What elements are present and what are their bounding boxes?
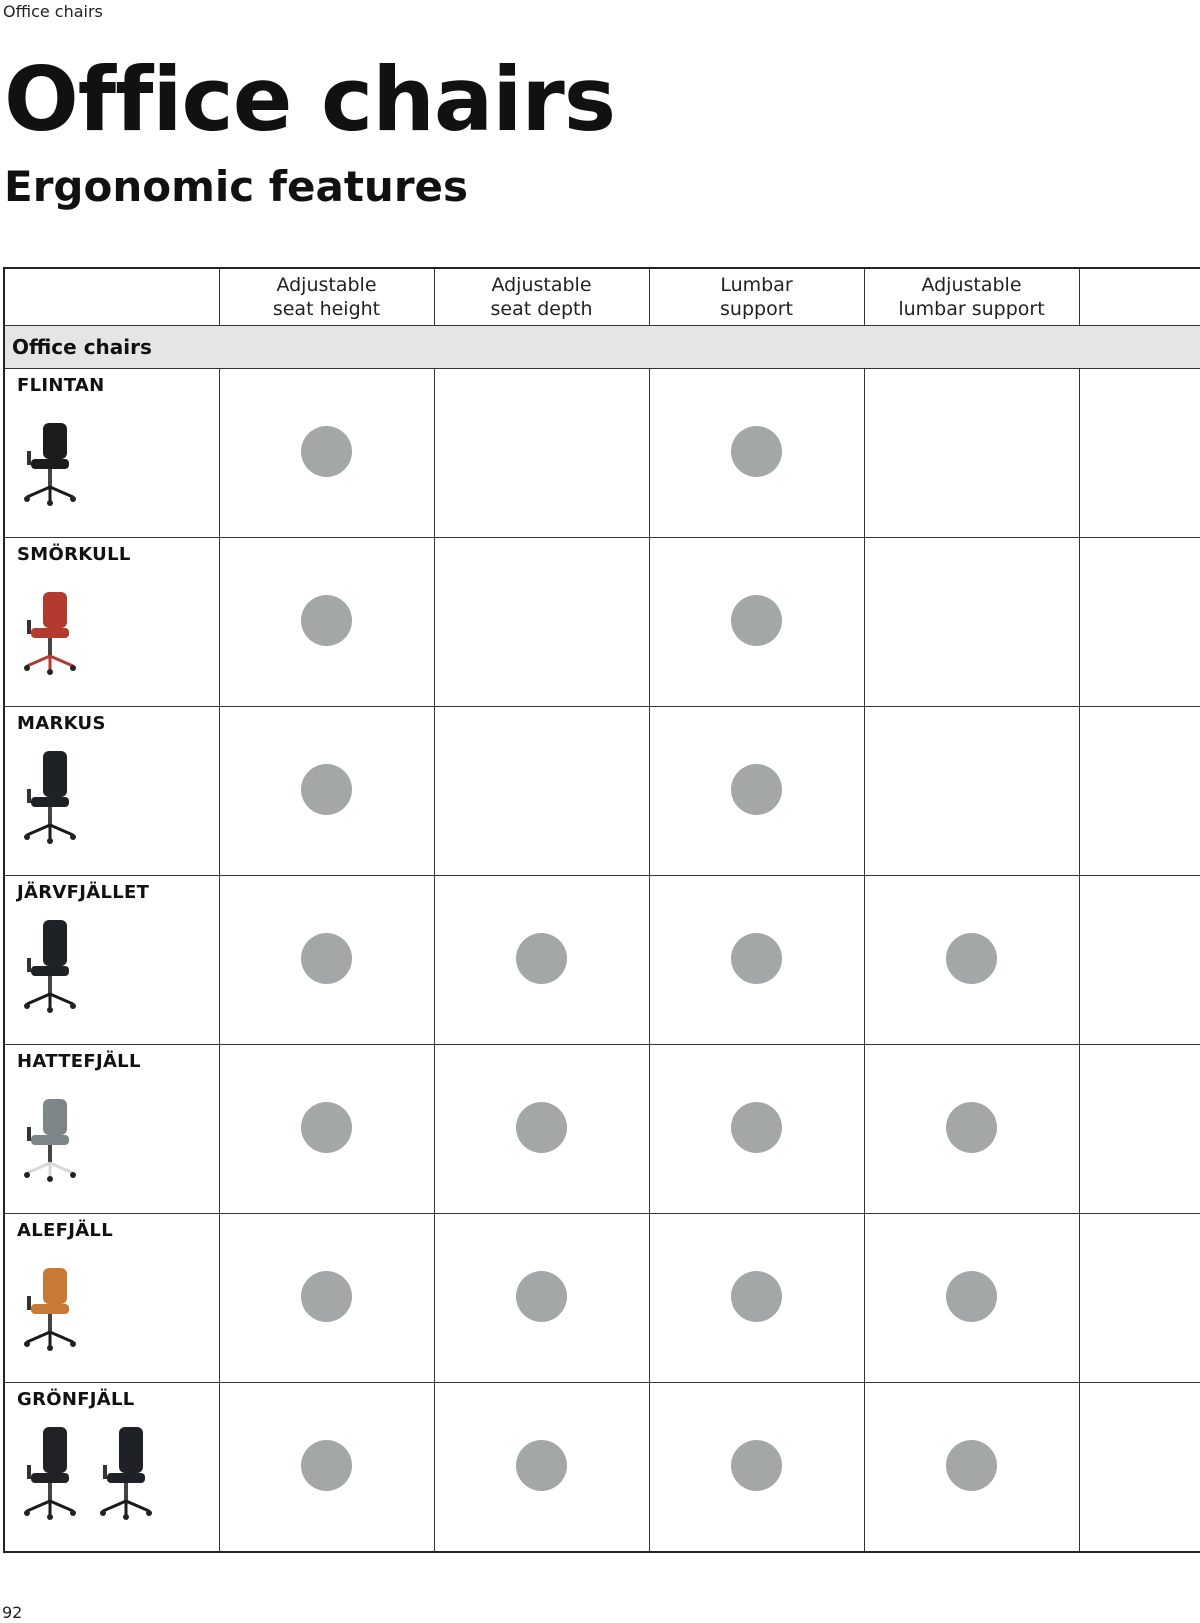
- feature-cell: [864, 369, 1079, 538]
- feature-cell: [434, 1045, 649, 1214]
- chair-name: HATTEFJÄLL: [17, 1051, 141, 1072]
- office-chair-icon: [19, 1252, 81, 1356]
- feature-dot-icon: [731, 426, 782, 477]
- ergonomic-features-table: [3, 267, 1200, 1553]
- chair-name: SMÖRKULL: [17, 544, 131, 565]
- chair-images: [19, 1083, 81, 1187]
- extra-cell: [1079, 1214, 1200, 1383]
- office-chair-icon: [95, 1421, 157, 1525]
- section-row: [4, 326, 1200, 369]
- office-chair-icon: [19, 407, 81, 511]
- feature-cell: [219, 538, 434, 707]
- feature-cell: [434, 707, 649, 876]
- office-chair-icon: [19, 576, 81, 680]
- chair-name-cell: [4, 1214, 219, 1383]
- feature-cell: [219, 707, 434, 876]
- section-label: Office chairs: [4, 326, 1200, 369]
- feature-cell: [864, 1383, 1079, 1553]
- feature-dot-icon: [731, 1271, 782, 1322]
- header-lumbar-support: Lumbar support: [649, 268, 864, 326]
- extra-cell: [1079, 876, 1200, 1045]
- breadcrumb: Office chairs: [3, 2, 103, 21]
- chair-images: [19, 1252, 81, 1356]
- feature-cell: [434, 369, 649, 538]
- feature-dot-icon: [946, 1440, 997, 1491]
- office-chair-icon: [19, 745, 81, 849]
- chair-images: [19, 914, 81, 1018]
- feature-dot-icon: [516, 933, 567, 984]
- feature-dot-icon: [731, 595, 782, 646]
- header-adjustable-seat-height: Adjustable seat height: [219, 268, 434, 326]
- feature-dot-icon: [731, 1102, 782, 1153]
- table-row: [4, 1214, 1200, 1383]
- chair-name: JÄRVFJÄLLET: [17, 882, 150, 903]
- office-chair-icon: [19, 1421, 81, 1525]
- chair-name-cell: [4, 538, 219, 707]
- feature-cell: [649, 1045, 864, 1214]
- feature-dot-icon: [946, 1102, 997, 1153]
- chair-name-cell: [4, 876, 219, 1045]
- feature-cell: [219, 1214, 434, 1383]
- office-chair-icon: [19, 1083, 81, 1187]
- header-adjustable-lumbar-support: Adjustable lumbar support: [864, 268, 1079, 326]
- chair-images: [19, 1421, 157, 1525]
- office-chair-icon: [19, 914, 81, 1018]
- table-row: [4, 538, 1200, 707]
- feature-dot-icon: [301, 426, 352, 477]
- chair-name-cell: [4, 369, 219, 538]
- feature-cell: [434, 1214, 649, 1383]
- page-number: 92: [2, 1603, 23, 1622]
- chair-name: ALEFJÄLL: [17, 1220, 113, 1241]
- feature-cell: [649, 1214, 864, 1383]
- feature-dot-icon: [516, 1440, 567, 1491]
- chair-images: [19, 407, 81, 511]
- feature-dot-icon: [516, 1102, 567, 1153]
- feature-cell: [649, 1383, 864, 1553]
- extra-cell: [1079, 538, 1200, 707]
- header-adjustable-seat-depth: Adjustable seat depth: [434, 268, 649, 326]
- extra-cell: [1079, 707, 1200, 876]
- feature-cell: [434, 538, 649, 707]
- feature-dot-icon: [301, 933, 352, 984]
- feature-dot-icon: [731, 1440, 782, 1491]
- feature-dot-icon: [946, 1271, 997, 1322]
- chair-name: FLINTAN: [17, 375, 105, 396]
- feature-dot-icon: [301, 1271, 352, 1322]
- feature-cell: [219, 876, 434, 1045]
- feature-cell: [434, 1383, 649, 1553]
- chair-name-cell: [4, 1045, 219, 1214]
- feature-cell: [434, 876, 649, 1045]
- feature-cell: [864, 876, 1079, 1045]
- extra-cell: [1079, 369, 1200, 538]
- table-row: [4, 876, 1200, 1045]
- chair-name: MARKUS: [17, 713, 106, 734]
- feature-dot-icon: [516, 1271, 567, 1322]
- feature-dot-icon: [301, 1102, 352, 1153]
- table-row: [4, 707, 1200, 876]
- chair-name-cell: [4, 707, 219, 876]
- chair-images: [19, 745, 81, 849]
- table-row: [4, 1383, 1200, 1553]
- header-empty-cell: [4, 268, 219, 326]
- header-extra-cell: [1079, 268, 1200, 326]
- feature-dot-icon: [301, 595, 352, 646]
- feature-dot-icon: [946, 933, 997, 984]
- feature-dot-icon: [731, 764, 782, 815]
- chair-name: GRÖNFJÄLL: [17, 1389, 135, 1410]
- table-header-row: [4, 268, 1200, 326]
- feature-cell: [649, 876, 864, 1045]
- feature-cell: [219, 369, 434, 538]
- feature-dot-icon: [731, 933, 782, 984]
- feature-cell: [864, 1045, 1079, 1214]
- feature-dot-icon: [301, 764, 352, 815]
- feature-cell: [864, 1214, 1079, 1383]
- feature-cell: [864, 538, 1079, 707]
- page-title: Office chairs: [4, 48, 616, 151]
- feature-cell: [649, 707, 864, 876]
- feature-cell: [649, 369, 864, 538]
- chair-images: [19, 576, 81, 680]
- feature-cell: [864, 707, 1079, 876]
- extra-cell: [1079, 1383, 1200, 1553]
- table-row: [4, 369, 1200, 538]
- chair-name-cell: [4, 1383, 219, 1553]
- feature-cell: [219, 1045, 434, 1214]
- page-subtitle: Ergonomic features: [4, 162, 469, 211]
- table-row: [4, 1045, 1200, 1214]
- feature-cell: [219, 1383, 434, 1553]
- feature-dot-icon: [301, 1440, 352, 1491]
- extra-cell: [1079, 1045, 1200, 1214]
- feature-cell: [649, 538, 864, 707]
